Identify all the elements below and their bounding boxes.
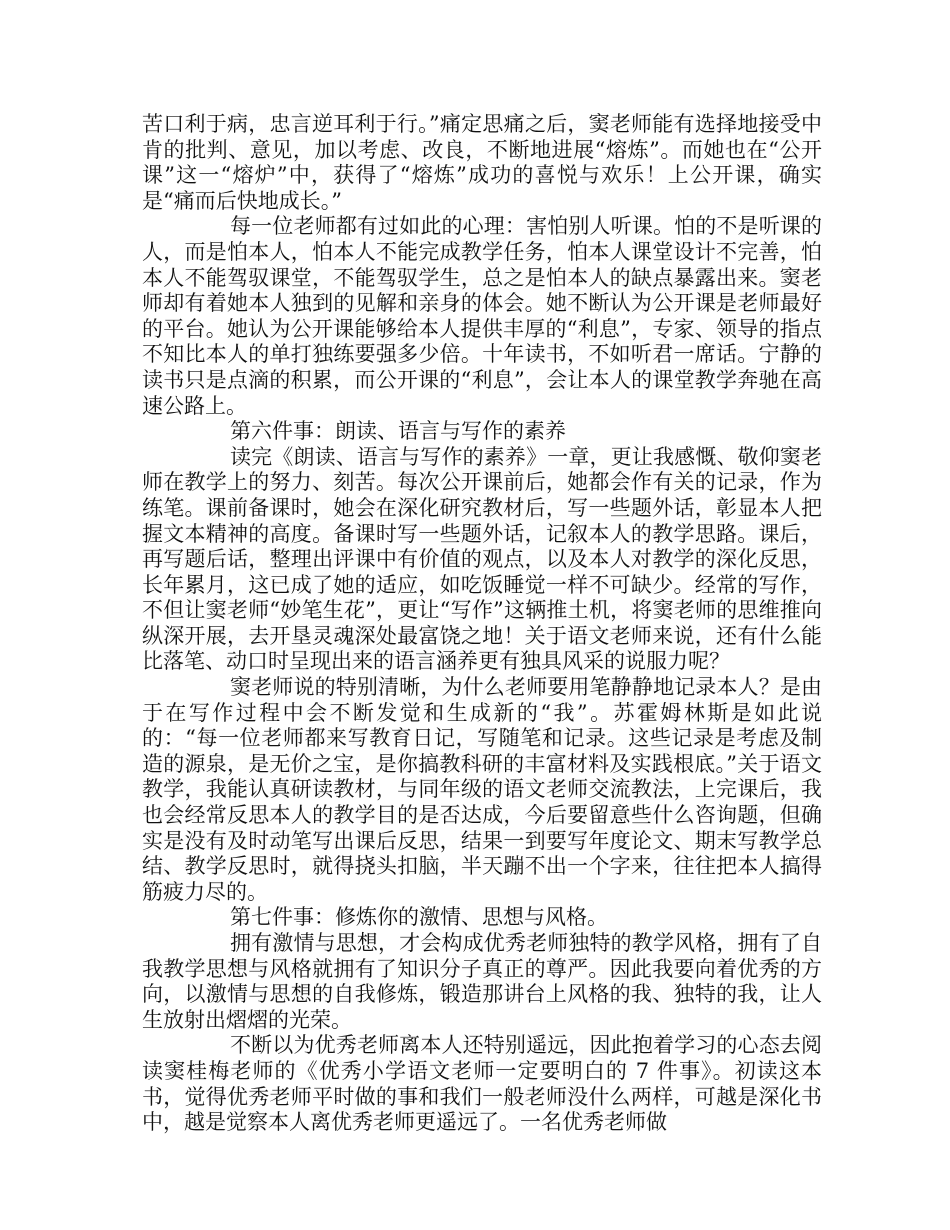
section-heading-7: 第七件事：修炼你的激情、思想与风格。 bbox=[230, 905, 608, 930]
paragraph-2: 每一位老师都有过如此的心理：害怕别人听课。怕的不是听课的人，而是怕本人，怕本人不能完成教学任务，怕本人课堂设计不完善，怕本人不能驾驭课堂，不能驾驭学生，总之是怕本人的缺点暴露出来。窦老师却有着她本人独到的见解和亲身的体会。她不断认为公开课是老师最好的平台。她认为公开课能够给本人提供丰厚的“利息”，专家、领导的指点不知比本人的单打独练要强多少倍。十年读书，不如听君一席话。宁静的读书只是点滴的积累，而公开课的“利息”，会让本人的课堂教学奔驰在高速公路上。 bbox=[142, 214, 822, 418]
paragraph-6: 不断以为优秀老师离本人还特别遥远，因此抱着学习的心态去阅读窦桂梅老师的《优秀小学语文老师一定要明白的 7 件事》。初读这本书，觉得优秀老师平时做的事和我们一般老师没什么两样，可越是深化书中，越是觉察本人离优秀老师更遥远了。一名优秀老师做 bbox=[142, 1033, 822, 1135]
paragraph-1: 苦口利于病，忠言逆耳利于行。”痛定思痛之后，窦老师能有选择地接受中肯的批判、意见，加以考虑、改良，不断地进展“熔炼”。而她也在“公开课”这一“熔炉”中，获得了“熔炼”成功的喜悦与欢乐！上公开课，确实是“痛而后快地成长。” bbox=[142, 112, 822, 213]
document-page bbox=[142, 112, 822, 1136]
paragraph-5: 拥有激情与思想，才会构成优秀老师独特的教学风格，拥有了自我教学思想与风格就拥有了知识分子真正的尊严。因此我要向着优秀的方向，以激情与思想的自我修炼，锻造那讲台上风格的我、独特的我，让人生放射出熠熠的光荣。 bbox=[142, 931, 822, 1032]
paragraph-3: 读完《朗读、语言与写作的素养》一章，更让我感慨、敬仰窦老师在教学上的努力、刻苦。每次公开课前后，她都会作有关的记录，作为练笔。课前备课时，她会在深化研究教材后，写一些题外话，彰显本人把握文本精神的高度。备课时写一些题外话，记叙本人的教学思路。课后，再写题后话，整理出评课中有价值的观点，以及本人对教学的深化反思，长年累月，这已成了她的适应，如吃饭睡觉一样不可缺少。经常的写作，不但让窦老师“妙笔生花”，更让“写作”这辆推土机，将窦老师的思维推向纵深开展，去开垦灵魂深处最富饶之地！关于语文老师来说，还有什么能比落笔、动口时呈现出来的语言涵养更有独具风采的说服力呢？ bbox=[142, 444, 822, 674]
section-heading-6: 第六件事：朗读、语言与写作的素养 bbox=[230, 419, 566, 444]
paragraph-4: 窦老师说的特别清晰，为什么老师要用笔静静地记录本人？是由于在写作过程中会不断发觉和生成新的“我”。苏霍姆林斯是如此说的：“每一位老师都来写教育日记，写随笔和记录。这些记录是考虑及制造的源泉，是无价之宝，是你搞教科研的丰富材料及实践根底。”关于语文教学，我能认真研读教材，与同年级的语文老师交流教法，上完课后，我也会经常反思本人的教学目的是否达成，今后要留意些什么咨询题，但确实是没有及时动笔写出课后反思，结果一到要写年度论文、期末写教学总结、教学反思时，就得挠头扣脑，半天蹦不出一个字来，往往把本人搞得筋疲力尽的。 bbox=[142, 675, 822, 904]
